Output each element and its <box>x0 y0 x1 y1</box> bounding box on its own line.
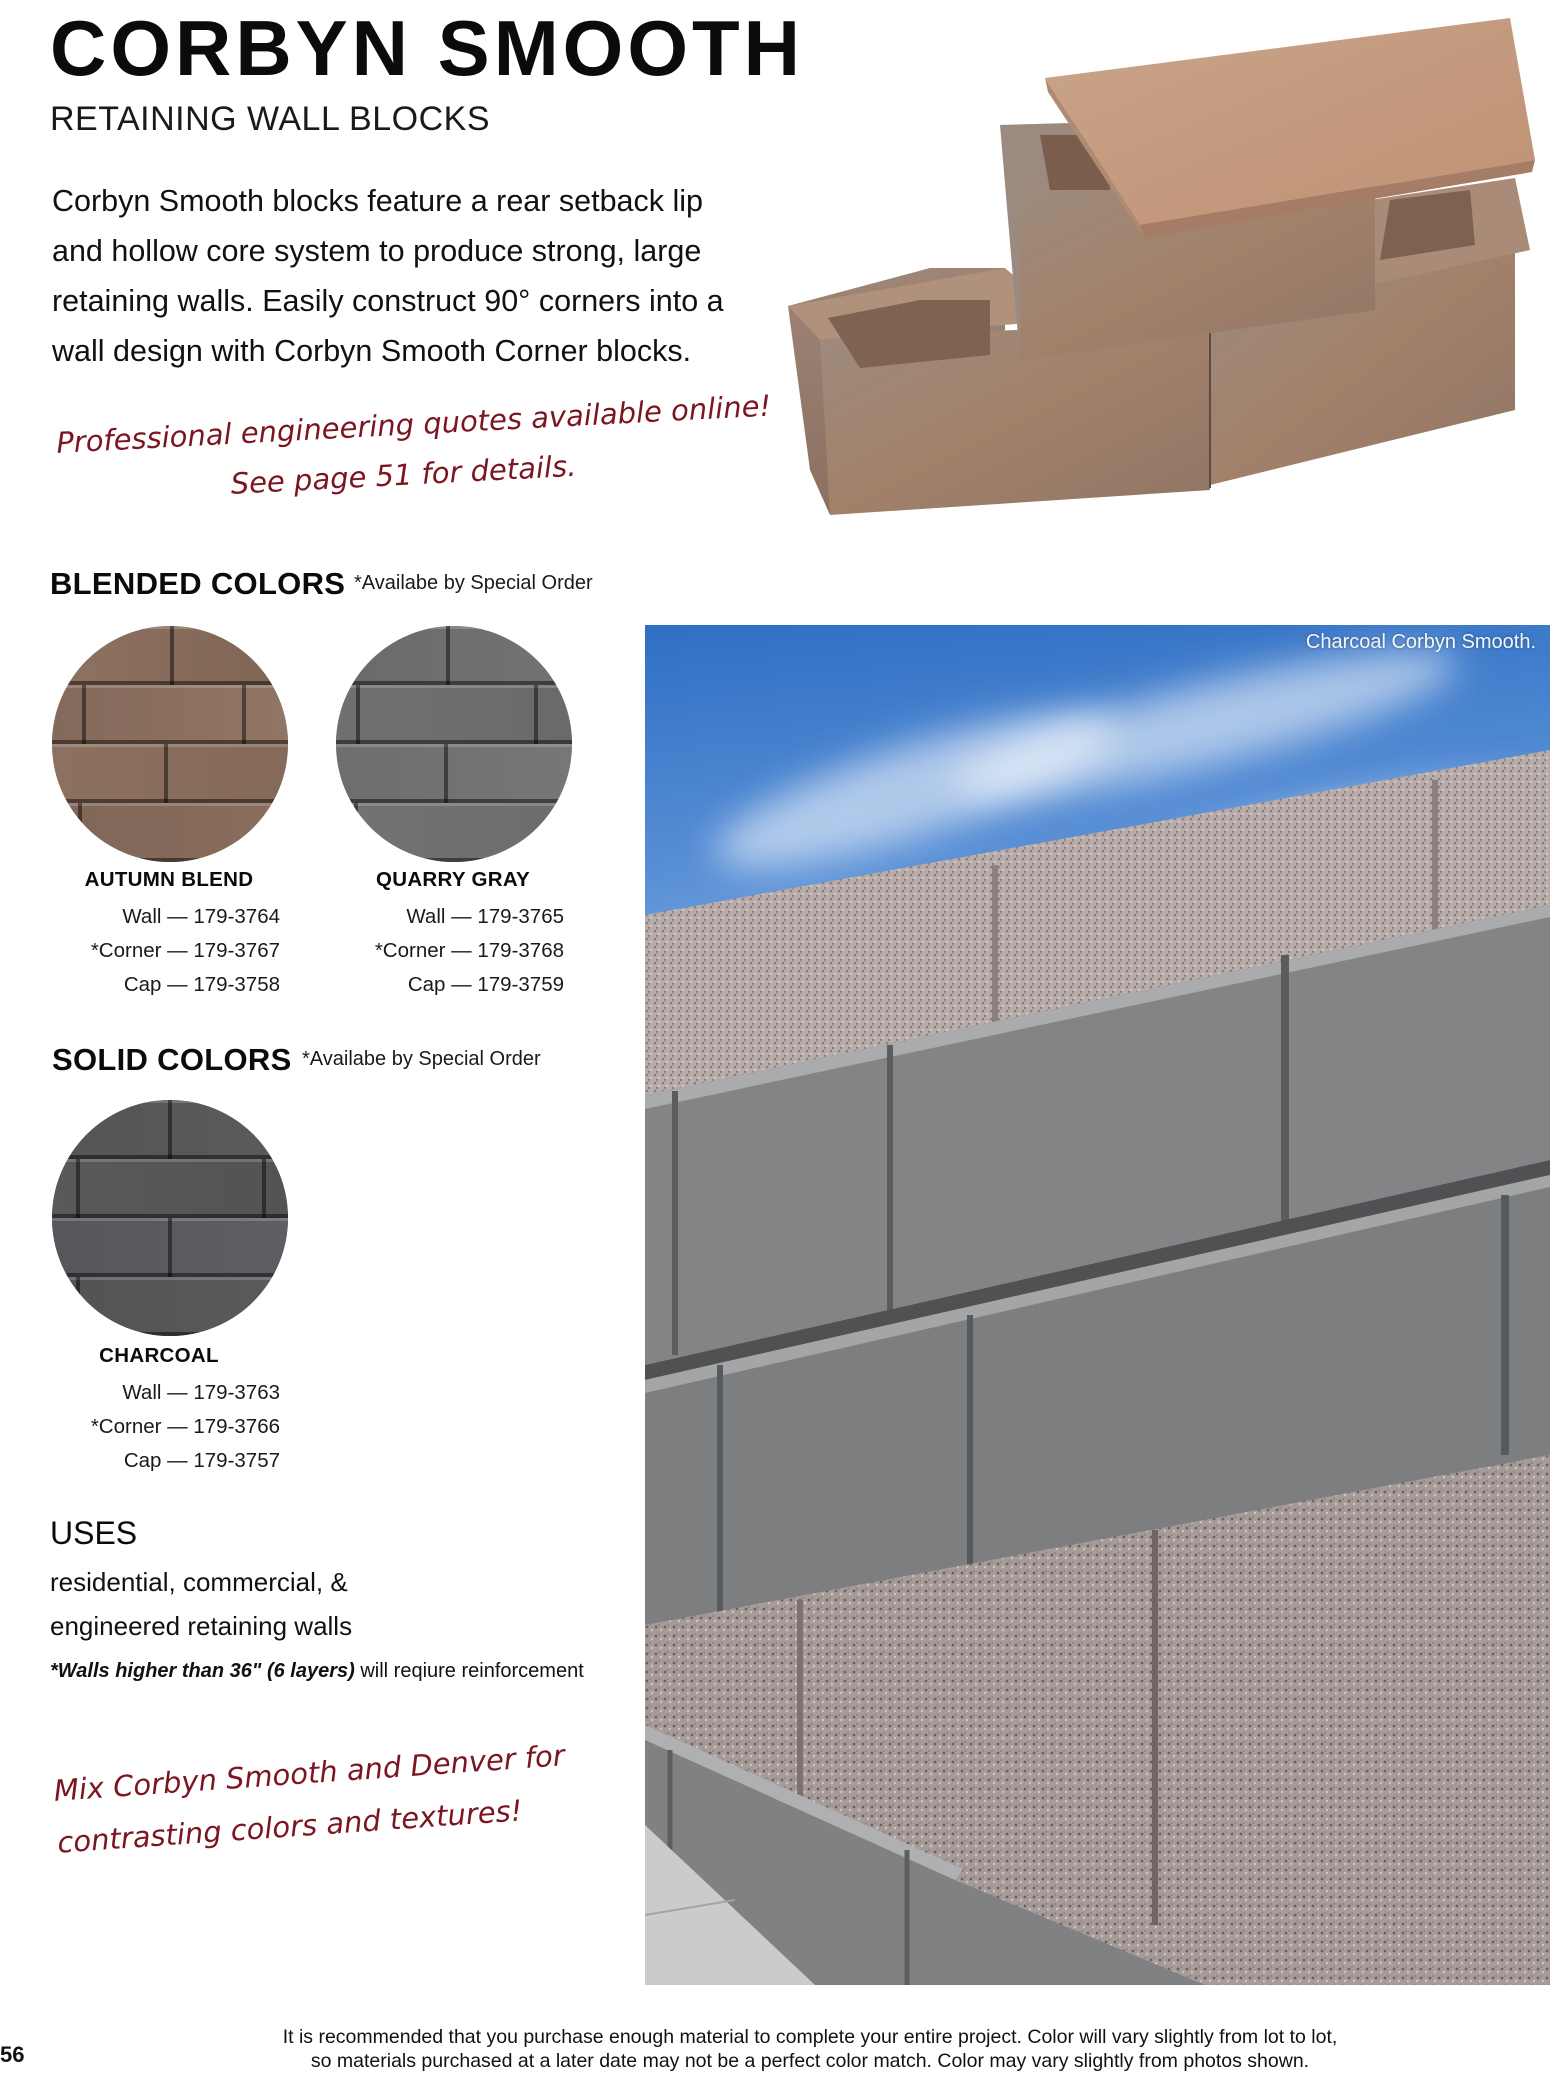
wall-illustration <box>645 625 1550 1985</box>
color-autumn-blend <box>44 868 294 1002</box>
charcoal-swatch <box>52 1100 288 1336</box>
product-code: 179-3764 <box>193 905 280 928</box>
page-subtitle: RETAINING WALL BLOCKS <box>50 100 490 138</box>
wall-installation-photo <box>645 625 1550 1985</box>
product-code: 179-3763 <box>193 1381 280 1404</box>
color-disclaimer <box>190 2025 1430 2073</box>
color-quarry-gray <box>328 868 578 1002</box>
code-line-cap: Cap — 179-3758 <box>123 973 280 996</box>
description-line: and hollow core system to produce strong, large <box>52 234 702 268</box>
code-line-cap: Cap — 179-3759 <box>407 973 564 996</box>
product-code: 179-3757 <box>193 1449 280 1472</box>
callout-line: See page 51 for details. <box>229 448 578 501</box>
code-line-corner: *Corner — 179-3767 <box>90 939 280 962</box>
code-label: *Corner <box>90 939 162 962</box>
photo-caption: Charcoal Corbyn Smooth. <box>1305 631 1536 653</box>
reinforcement-warning <box>50 1660 584 1683</box>
disclaimer-line: It is recommended that you purchase enough material to complete your entire project. Color will vary slightly from lot to lot, <box>282 2026 1338 2048</box>
code-label: Cap <box>123 1449 162 1472</box>
code-line-wall: Wall — 179-3765 <box>406 905 564 928</box>
page-title: CORBYN SMOOTH <box>50 4 804 92</box>
product-code: 179-3758 <box>193 973 280 996</box>
page-number: 56 <box>0 2042 25 2067</box>
product-code: 179-3768 <box>477 939 564 962</box>
color-name: CHARCOAL <box>99 1344 219 1367</box>
code-line-wall: Wall — 179-3763 <box>122 1381 280 1404</box>
product-code: 179-3759 <box>477 973 564 996</box>
product-code: 179-3765 <box>477 905 564 928</box>
description-line: wall design with Corbyn Smooth Corner blocks. <box>52 334 692 368</box>
stacked-blocks-illustration <box>770 0 1550 520</box>
code-label: *Corner <box>90 1415 162 1438</box>
mix-products-callout <box>52 1723 658 1869</box>
color-name: AUTUMN BLEND <box>84 868 254 891</box>
autumn-blend-swatch <box>52 626 288 862</box>
warning-text: will reqiure reinforcement <box>354 1660 584 1682</box>
code-label: Wall <box>122 905 162 928</box>
solid-colors-heading: SOLID COLORS <box>52 1042 292 1077</box>
code-label: Wall <box>122 1381 162 1404</box>
uses-line: engineered retaining walls <box>50 1611 353 1641</box>
callout-line: Mix Corbyn Smooth and Denver for <box>52 1738 566 1808</box>
color-charcoal <box>44 1344 294 1478</box>
engineering-quotes-callout <box>55 380 779 518</box>
disclaimer-line: so materials purchased at a later date may not be a perfect color match. Color may vary slightly from photos shown. <box>310 2050 1310 2072</box>
special-order-note: *Availabe by Special Order <box>354 572 593 594</box>
callout-line: contrasting colors and textures! <box>56 1793 524 1860</box>
uses-heading: USES <box>50 1515 138 1551</box>
warning-emphasis: *Walls higher than 36" (6 layers) <box>50 1660 355 1682</box>
code-label: Cap <box>123 973 162 996</box>
product-code: 179-3767 <box>193 939 280 962</box>
uses-line: residential, commercial, & <box>50 1567 348 1597</box>
code-line-cap: Cap — 179-3757 <box>123 1449 280 1472</box>
product-hero-image <box>770 0 1550 520</box>
description-line: retaining walls. Easily construct 90° corners into a <box>52 284 724 318</box>
code-label: Cap <box>407 973 446 996</box>
code-line-corner: *Corner — 179-3766 <box>90 1415 280 1438</box>
uses-description <box>50 1560 352 1648</box>
quarry-gray-swatch <box>336 626 572 862</box>
product-code: 179-3766 <box>193 1415 280 1438</box>
code-label: Wall <box>406 905 446 928</box>
description-line: Corbyn Smooth blocks feature a rear setback lip <box>52 184 703 218</box>
blended-colors-heading: BLENDED COLORS <box>50 566 346 601</box>
color-name: QUARRY GRAY <box>375 868 531 891</box>
code-label: *Corner <box>374 939 446 962</box>
special-order-note: *Availabe by Special Order <box>302 1048 541 1070</box>
product-description <box>52 176 772 376</box>
callout-line: Professional engineering quotes available online! <box>55 388 772 460</box>
code-line-corner: *Corner — 179-3768 <box>374 939 564 962</box>
code-line-wall: Wall — 179-3764 <box>122 905 280 928</box>
